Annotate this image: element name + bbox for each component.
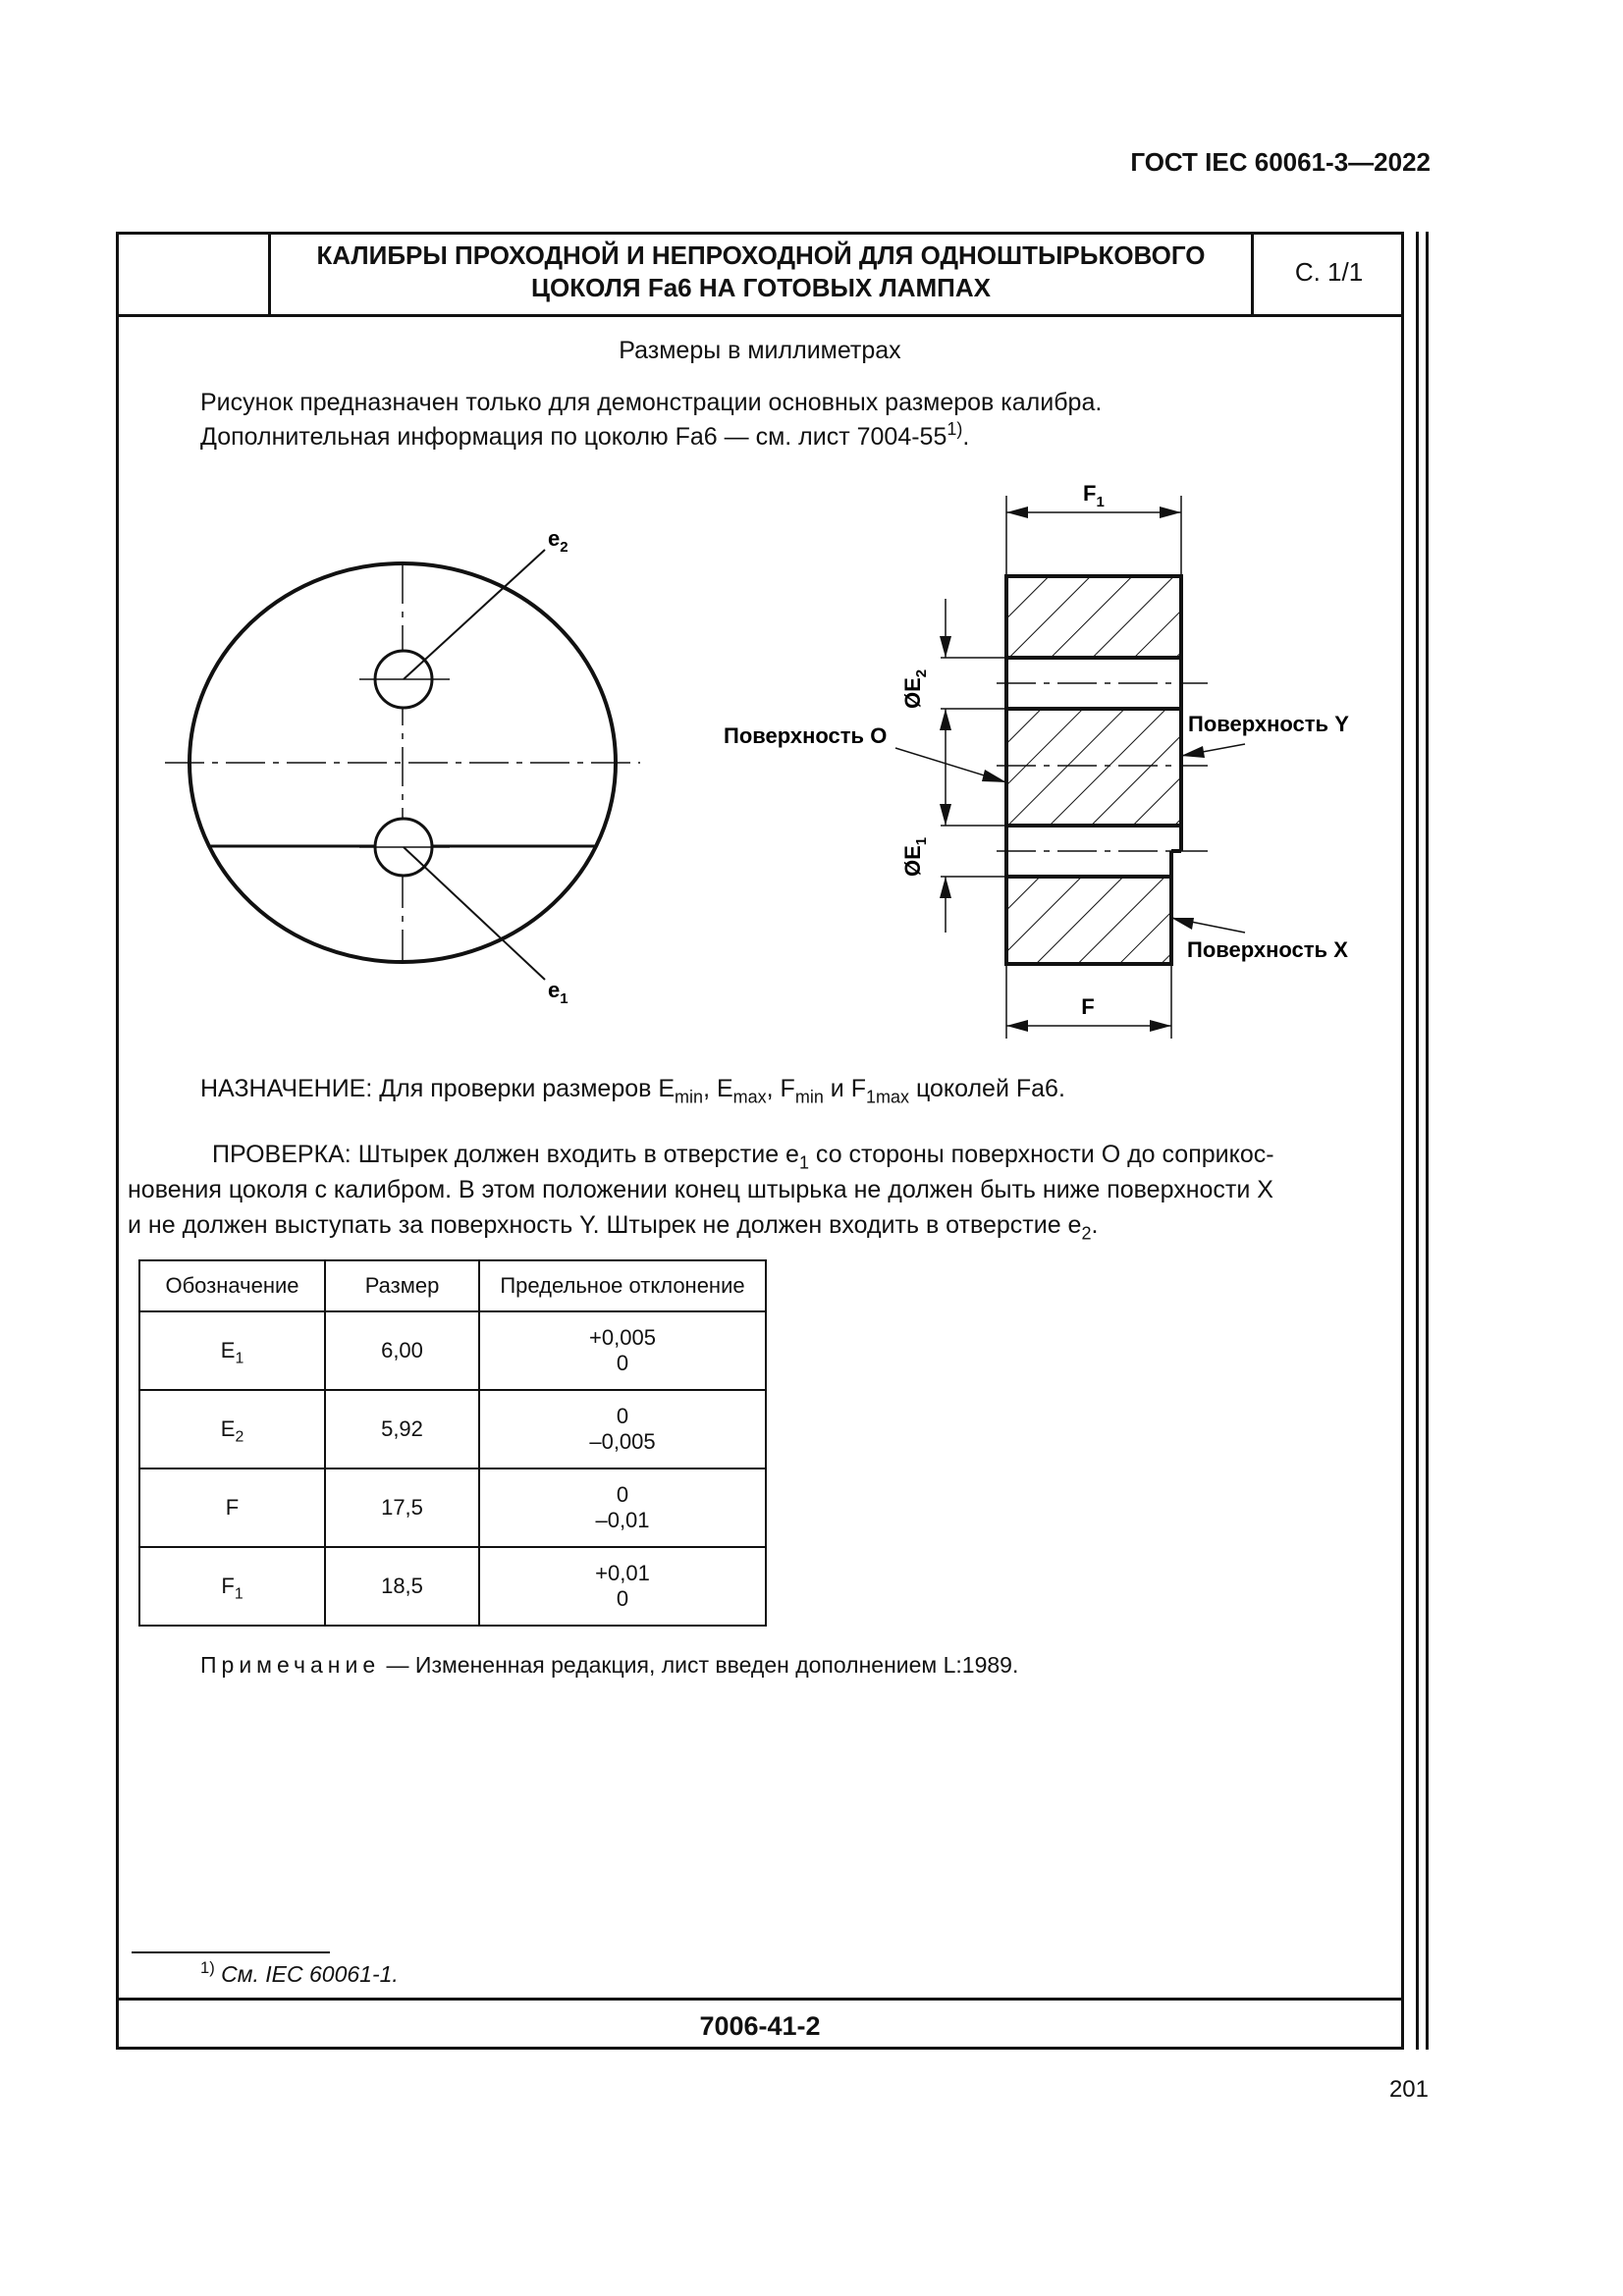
hole-e2-sub: 2 [560,539,568,556]
intro-line: Рисунок предназначен только для демонстрации основных размеров калибра. [200,389,1103,416]
check-paragraph [128,1137,1392,1172]
dim-e1-label: ØE [900,845,925,877]
svg-text:ØE2 [900,669,930,709]
footnote-mark: 1) [200,1957,215,1977]
svg-text:e2 [548,526,568,556]
check-sub: 1 [798,1152,809,1173]
intro-text-part: Дополнительная информация по цоколю Fa6 — см. лист 7004-55 [200,423,947,451]
front-view [165,526,640,1007]
dim-e1-sub: 1 [913,836,930,846]
tolerance-upper: +0,005 [589,1325,656,1350]
table-row [139,1390,766,1468]
check-sub: 2 [1081,1223,1092,1244]
sheet-number: С. 1/1 [1294,257,1364,287]
svg-text:F1 [1083,481,1105,510]
table-cell-symbol [139,1468,325,1547]
table-cell-size: 5,92 [325,1390,479,1468]
hole-e1-label: e [548,978,561,1002]
svg-text:e1 [548,978,568,1007]
table-cell-tolerance [479,1547,766,1626]
purpose-text [200,1075,1065,1107]
purpose-part: НАЗНАЧЕНИЕ: Для проверки размеров E [200,1075,676,1102]
purpose-part: , F [766,1075,795,1102]
note-label: Примечание [200,1652,381,1678]
tolerance-upper: +0,01 [595,1561,650,1585]
footnote-text: См. IEC 60061-1. [221,1961,399,1987]
table-row [139,1311,766,1390]
table-cell-symbol [139,1547,325,1626]
table-header-cell: Предельное отклонение [479,1260,766,1311]
table-cell-size: 17,5 [325,1468,479,1547]
surface-y-label: Поверхность Y [1188,712,1349,736]
footnote-ref: 1) [947,419,963,440]
tolerance-lower: –0,005 [589,1429,656,1454]
svg-text:ØE1 [900,837,930,877]
dim-e2-sub: 2 [913,668,930,678]
check-part: и не должен выступать за поверхность Y. Штырек не должен входить в отверстие e [128,1211,1082,1239]
table-cell-symbol [139,1390,325,1468]
note-body: — Измененная редакция, лист введен дополнением L:1989. [380,1652,1019,1678]
symbol: F [225,1495,240,1520]
sheet-title-line: ЦОКОЛЯ Fa6 НА ГОТОВЫХ ЛАМПАХ [531,273,991,302]
dim-f1-sub: 1 [1096,494,1105,510]
table-row [139,1547,766,1626]
dimensions-table [138,1259,767,1627]
frame-side-line [1416,232,1419,2050]
intro-text-part: . [962,423,970,451]
check-line: новения цоколя с калибром. В этом положении конец штырька не должен быть ниже поверхности X [128,1176,1273,1203]
footer-divider [116,1998,1404,2001]
frame-side-line [1426,232,1429,2050]
symbol: F [221,1574,235,1598]
intro-text [200,386,1102,454]
note-text [200,1652,1018,1679]
table-cell-tolerance [479,1311,766,1390]
sheet-title-line: КАЛИБРЫ ПРОХОДНОЙ И НЕПРОХОДНОЙ ДЛЯ ОДНОШТЫРЬКОВОГО [316,240,1206,270]
table-header-cell: Обозначение [139,1260,325,1311]
purpose-sub: max [732,1087,767,1107]
table-row [139,1468,766,1547]
check-line [128,1207,1392,1243]
table-cell-tolerance [479,1390,766,1468]
standard-number: ГОСТ IEC 60061-3—2022 [1130,147,1431,177]
tolerance-upper: 0 [616,1482,629,1507]
footnote [200,1957,399,1988]
sheet-title [271,240,1251,304]
symbol: E [220,1338,236,1362]
intro-line [200,420,1102,454]
section-view [724,481,1349,1039]
table-cell-tolerance [479,1468,766,1547]
table-cell-size: 6,00 [325,1311,479,1390]
purpose-sub: min [675,1087,704,1107]
dim-e2-label: ØE [900,677,925,709]
dim-f1-label: F [1083,481,1097,506]
hole-e2-label: e [548,526,561,551]
tolerance-lower: 0 [616,1351,629,1375]
page-number: 201 [1388,2076,1429,2103]
surface-x-label: Поверхность X [1187,937,1348,962]
tolerance-lower: 0 [616,1586,629,1611]
table-header-cell: Размер [325,1260,479,1311]
tolerance-lower: –0,01 [595,1508,650,1532]
hole-e1-sub: 1 [560,990,568,1007]
tolerance-upper: 0 [616,1404,629,1428]
surface-o-label: Поверхность O [724,723,888,748]
dim-f-label: F [1081,994,1095,1019]
table-cell-symbol [139,1311,325,1390]
check-part: со стороны поверхности O до соприкос- [808,1141,1274,1168]
purpose-sub: min [794,1087,824,1107]
gauge-drawing [116,471,1404,1060]
purpose-part: , E [703,1075,733,1102]
symbol-sub: 1 [235,1350,244,1367]
footnote-rule [132,1951,330,1953]
table-header-row [139,1260,766,1311]
purpose-part: и F [823,1075,866,1102]
symbol: E [220,1416,236,1441]
dimensions-note: Размеры в миллиметрах [619,337,901,364]
check-part: . [1091,1211,1099,1239]
purpose-sub: 1max [865,1087,909,1107]
sheet-code: 7006-41-2 [699,2011,821,2041]
check-part: ПРОВЕРКА: Штырек должен входить в отверстие e [212,1141,799,1168]
check-text [116,1137,1404,1243]
symbol-sub: 1 [234,1585,243,1603]
symbol-sub: 2 [235,1428,244,1446]
purpose-part: цоколей Fa6. [909,1075,1065,1102]
table-cell-size: 18,5 [325,1547,479,1626]
